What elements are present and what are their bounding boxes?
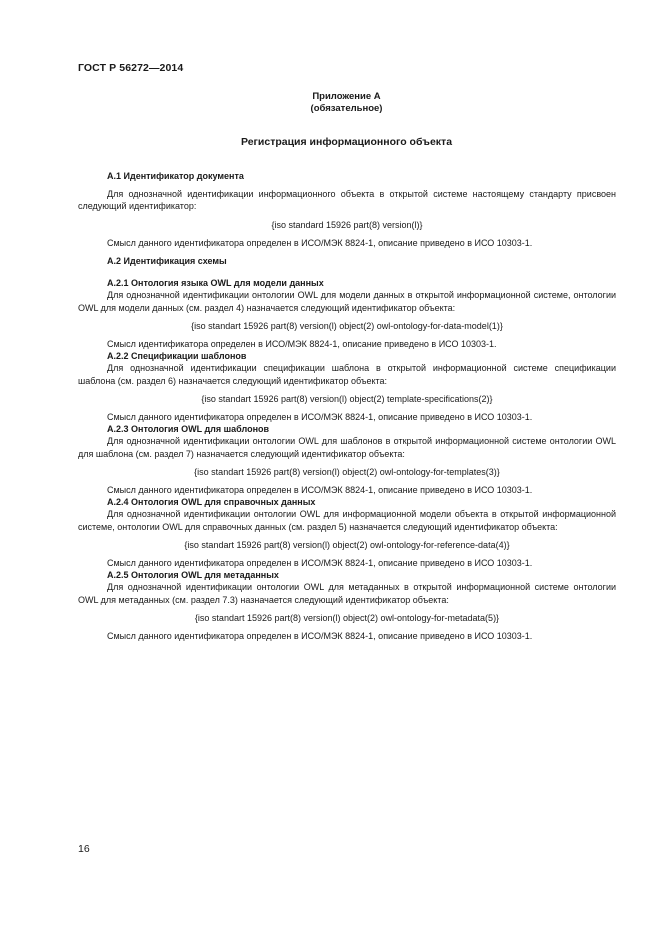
meaning-a23: Смысл данного идентификатора определен в ИСО/МЭК 8824-1, описание приведено в ИСО 10303-1.: [107, 485, 533, 496]
section-text-a1: Для однозначной идентификации информационного объекта в открытой системе настоящему стандарту присвоен следующий идентификатор:: [78, 189, 616, 212]
section-heading-a24: А.2.4 Онтология OWL для справочных данных: [107, 497, 316, 508]
identifier-a22: {iso standart 15926 part(8) version(l) object(2) template-specifications(2)}: [201, 393, 493, 404]
section-text-a25: Для однозначной идентификации онтологии OWL для метаданных в открытой информационной системе онтологии OWL для метаданных (см. раздел 7.3) назначается следующий идентификатор объекта:: [78, 582, 616, 605]
section-heading-a22: А.2.2 Спецификации шаблонов: [107, 351, 247, 362]
appendix-title: Приложение А: [312, 91, 381, 102]
identifier-a25: {iso standart 15926 part(8) version(l) object(2) owl-ontology-for-metadata(5)}: [194, 612, 500, 623]
section-text-a24: Для однозначной идентификации онтологии OWL для информационной модели объекта в открытой информационной системе, онтологии OWL для справочных данных (см. раздел 5) назначается следующий идентификатор объекта:: [78, 509, 616, 532]
meaning-a22: Смысл данного идентификатора определен в ИСО/МЭК 8824-1, описание приведено в ИСО 10303-1.: [107, 412, 533, 423]
section-text-a21: Для однозначной идентификации онтологии OWL для модели данных в открытой информационной системе, онтологии OWL для модели данных (см. раздел 4) назначается следующий идентификатор объекта:: [78, 290, 616, 313]
section-text-a22: Для однозначной идентификации спецификации шаблона в открытой информационной системе спецификации шаблона (см. раздел 6) назначается следующий идентификатор объекта:: [78, 363, 616, 386]
meaning-a21: Смысл идентификатора определен в ИСО/МЭК 8824-1, описание приведено в ИСО 10303-1.: [107, 339, 497, 350]
standard-code: ГОСТ Р 56272—2014: [78, 62, 184, 74]
identifier-a24: {iso standart 15926 part(8) version(l) object(2) owl-ontology-for-reference-data(4)}: [184, 539, 510, 550]
section-heading-a1: А.1 Идентификатор документа: [107, 171, 244, 181]
identifier-a21: {iso standart 15926 part(8) version(l) object(2) owl-ontology-for-data-model(1)}: [191, 320, 503, 331]
meaning-a24: Смысл данного идентификатора определен в ИСО/МЭК 8824-1, описание приведено в ИСО 10303-1.: [107, 558, 533, 569]
identifier-a1: {iso standard 15926 part(8) version(l)}: [271, 219, 423, 230]
identifier-a23: {iso standart 15926 part(8) version(l) object(2) owl-ontology-for-templates(3)}: [194, 466, 500, 477]
section-heading-a21: А.2.1 Онтология языка OWL для модели данных: [107, 278, 324, 289]
document-body: [78, 170, 616, 642]
document-title: Регистрация информационного объекта: [240, 136, 453, 148]
section-text-a23: Для однозначной идентификации онтологии OWL для шаблонов в открытой информационной системе онтологии OWL для шаблона (см. раздел 7) назначается следующий идентификатор объекта:: [78, 436, 616, 459]
section-heading-a23: А.2.3 Онтология OWL для шаблонов: [107, 424, 270, 435]
appendix-status: (обязательное): [310, 103, 383, 114]
page-number: 16: [78, 843, 90, 855]
meaning-a25: Смысл данного идентификатора определен в ИСО/МЭК 8824-1, описание приведено в ИСО 10303-1.: [107, 631, 533, 642]
section-heading-a2: А.2 Идентификация схемы: [107, 256, 227, 267]
section-heading-a25: А.2.5 Онтология OWL для метаданных: [107, 570, 279, 581]
meaning-a1: Смысл данного идентификатора определен в ИСО/МЭК 8824-1, описание приведено в ИСО 10303-1.: [107, 237, 533, 248]
